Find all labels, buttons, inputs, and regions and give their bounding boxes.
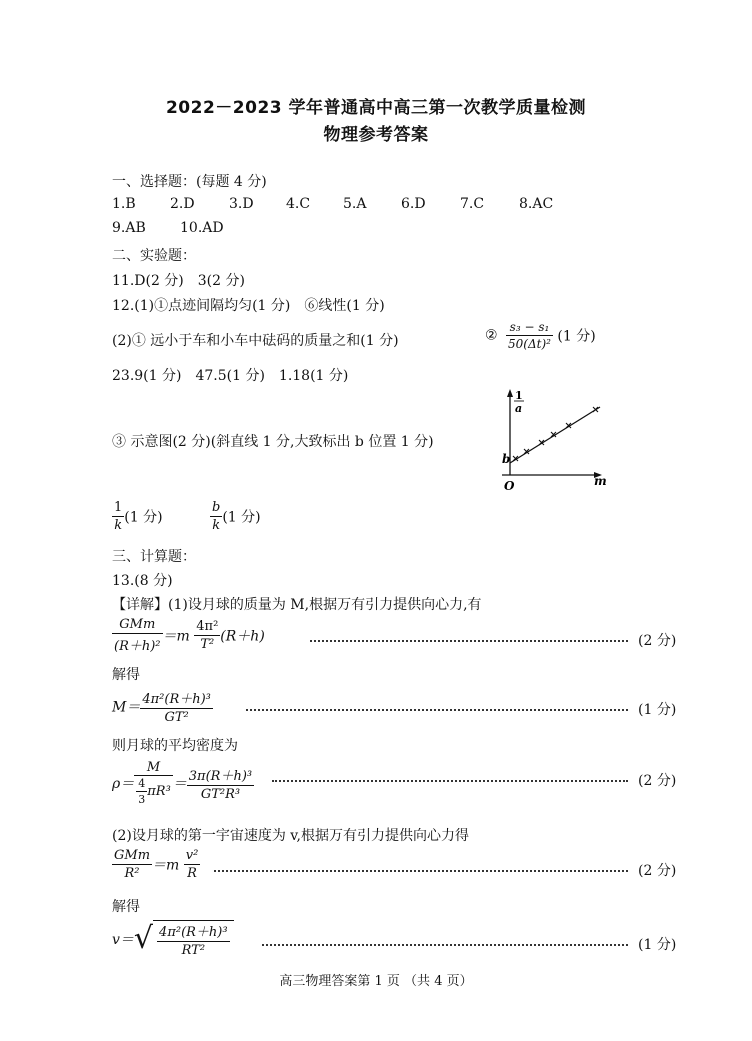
q12-part2-b: ② $\frac{\text{s₃ − s₁}}{\text{50(Δt)²}}$ (1 分) xyxy=(485,320,596,351)
y-label-den: a xyxy=(515,402,523,415)
answer-6: 6.D xyxy=(401,196,426,212)
score: (1 分) xyxy=(638,937,677,953)
score: (2 分) xyxy=(638,633,677,649)
sketch-graph xyxy=(488,385,616,495)
answer-7: 7.C xyxy=(460,196,485,212)
equation-1: $\frac{\text{GMm}}{\text{(R＋h)²}}$ ＝m $\frac{\text{4π²}}{\text{T²}}$ (R＋h) xyxy=(114,617,265,654)
solve-label-2: 解得 xyxy=(112,899,140,915)
page-footer: 高三物理答案第 1 页 （共 4 页） xyxy=(279,974,473,989)
section3-heading: 三、计算题： xyxy=(112,549,196,565)
section2-heading: 二、实验题： xyxy=(112,248,196,264)
sqrt-icon: √ xyxy=(133,921,154,956)
answer-4: 4.C xyxy=(286,196,311,212)
fit-line xyxy=(510,407,600,463)
fraction: $\frac{\text{s₃ − s₁}}{\text{50(Δt)²}}$ xyxy=(508,320,551,351)
q12-part2-a: (2)① 远小于车和小车中砝码的质量之和(1 分) xyxy=(112,333,399,349)
detail-part1: 【详解】(1)设月球的质量为 M,根据万有引力提供向心力,有 xyxy=(112,597,482,613)
answer-b-over-k: $\frac{b}{k}$ (1 分) xyxy=(212,500,261,533)
answer-8: 8.AC xyxy=(519,196,554,212)
q11-answer: 11.D(2 分) 3(2 分) xyxy=(112,273,245,289)
leader-dots xyxy=(262,944,628,946)
answer-5: 5.A xyxy=(343,196,367,212)
density-text: 则月球的平均密度为 xyxy=(112,738,238,754)
solve-label-1: 解得 xyxy=(112,667,140,683)
y-arrow-icon xyxy=(507,389,513,397)
score: (1 分) xyxy=(638,702,677,718)
circled-number: ② xyxy=(485,327,498,344)
equation-5: v＝√ $\frac{\text{4π²(R＋h)³}}{\text{RT²}}$ xyxy=(112,920,234,958)
page-title: 2022－2023 学年普通高中高三第一次教学质量检测 xyxy=(165,98,587,118)
q13-heading: 13.(8 分) xyxy=(112,573,173,589)
x-label: m xyxy=(594,474,607,488)
answer-1-over-k: $\frac{1}{k}$ (1 分) xyxy=(114,500,163,533)
section1-heading: 一、选择题：(每题 4 分) xyxy=(112,174,267,190)
equation-3: ρ＝ M $\frac{4}{3}$ πR³ ＝ $\frac{\text{3π(R＋h)³}}{\text{GT²R³}}$ xyxy=(112,760,253,806)
equation-2: M＝ $\frac{\text{4π²(R＋h)³}}{\text{GT²}}$ xyxy=(112,688,213,725)
data-point xyxy=(593,407,598,412)
answer-3: 3.D xyxy=(229,196,254,212)
page-subtitle: 物理参考答案 xyxy=(323,125,429,145)
answer-2: 2.D xyxy=(170,196,195,212)
score: (2 分) xyxy=(638,773,677,789)
q12-part1: 12.(1)①点迹间隔均匀(1 分) ⑥线性(1 分) xyxy=(112,298,385,314)
answer-1: 1.B xyxy=(112,196,136,212)
leader-dots xyxy=(214,870,628,872)
intercept-label: b xyxy=(502,452,511,466)
q12-values: 23.9(1 分) 47.5(1 分) 1.18(1 分) xyxy=(112,368,349,384)
origin-label: O xyxy=(504,479,515,493)
answer-10: 10.AD xyxy=(180,220,224,236)
equation-4: $\frac{\text{GMm}}{\text{R²}}$ ＝m $\frac{\text{v²}}{R}$ xyxy=(114,848,199,881)
leader-dots xyxy=(310,640,628,642)
q12-part3: ③ 示意图(2 分)(斜直线 1 分,大致标出 b 位置 1 分) xyxy=(112,434,434,450)
score: (2 分) xyxy=(638,863,677,879)
leader-dots xyxy=(272,780,628,782)
detail-part2: (2)设月球的第一宇宙速度为 v,根据万有引力提供向心力得 xyxy=(112,828,469,844)
leader-dots xyxy=(246,709,628,711)
y-label-num: 1 xyxy=(515,389,523,402)
answer-9: 9.AB xyxy=(112,220,146,236)
